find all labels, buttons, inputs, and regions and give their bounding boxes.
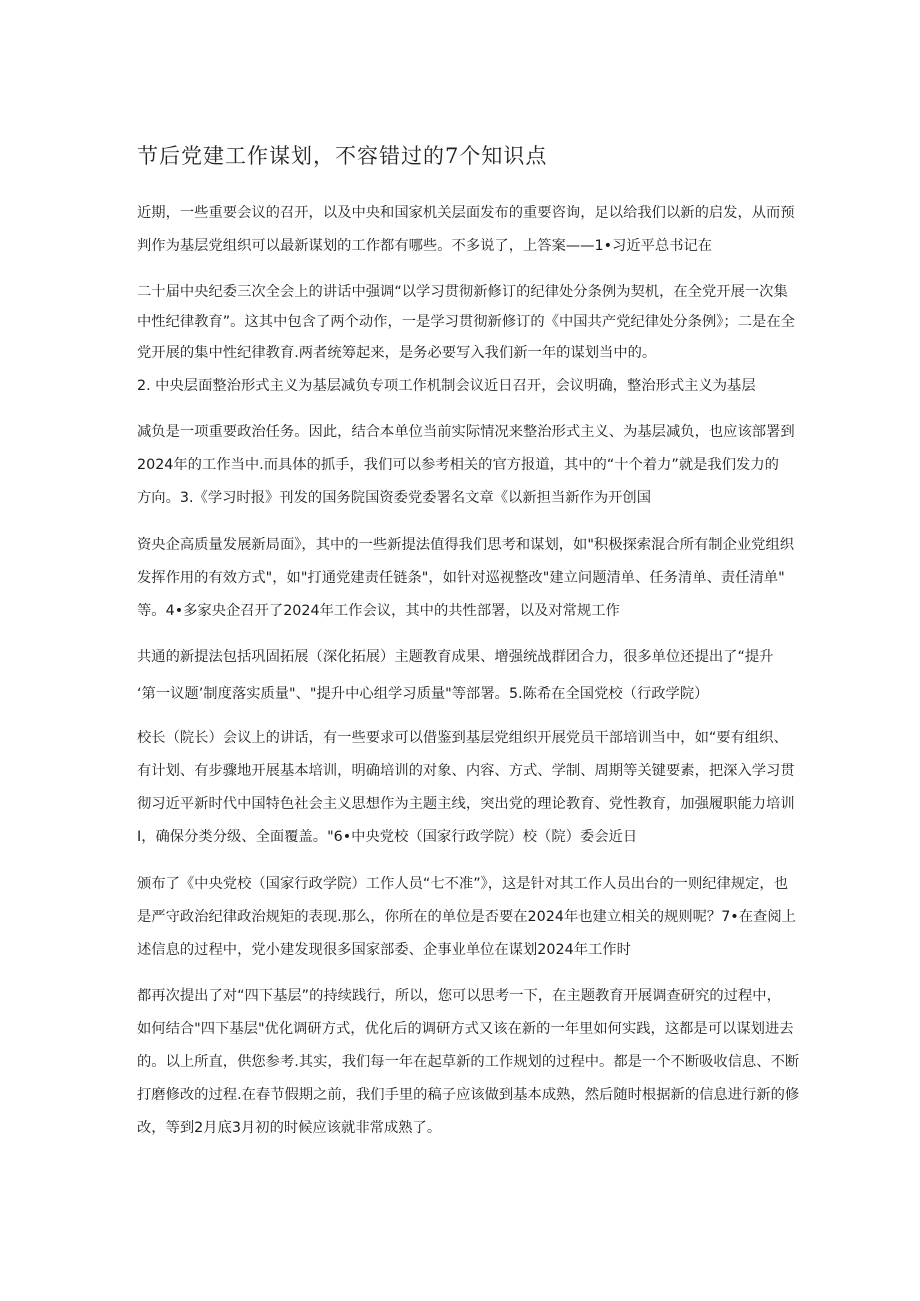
body-line-13: 共通的新提法包括巩固拓展（深化拓展）主题教育成果、增强统战群团合力，很多单位还提出了“提升 [137,649,774,665]
body-line-5: 党开展的集中性纪律教育.两者统筹起来，是务必要写入我们新一年的谋划当中的。 [137,345,657,361]
body-line-18: I，确保分类分级、全面覆盖。"6•中央党校（国家行政学院）校（院）委会近日 [137,829,638,845]
body-line-20: 是严守政治纪律政治规矩的表现.那么，你所在的单位是否要在2024年也建立相关的规则呢？7•在查阅上 [137,909,796,925]
body-line-11: 发挥作用的有效方式"，如"打通党建责任链条"，如针对巡视整改"建立问题清单、任务清单、责任清单" [137,570,785,586]
body-line-9: 方向。3.《学习时报》刊发的国务院国资委党委署名文章《以新担当新作为开创国 [137,490,652,506]
body-line-1: 近期，一些重要会议的召开，以及中央和国家机关层面发布的重要咨询，足以给我们以新的启发，从而预 [137,205,795,221]
document-title: 节后党建工作谋划，不容错过的7个知识点 [137,144,548,168]
body-line-7: 减负是一项重要政治任务。因此，结合本单位当前实际情况来整治形式主义、为基层减负，也应该部署到 [137,424,795,440]
body-line-6: 2. 中央层面整治形式主义为基层减负专项工作机制会议近日召开，会议明确，整治形式主义为基层 [137,378,756,394]
body-line-12: 等。4•多家央企召开了2024年工作会议，其中的共性部署，以及对常规工作 [137,603,620,619]
body-line-24: 的。以上所直，供您参考.其实，我们每一年在起草新的工作规划的过程中。都是一个不断吸收信息、不断 [137,1054,800,1070]
body-line-19: 颁布了《中央党校（国家行政学院）工作人员“七不准”》，这是针对其工作人员出台的一则纪律规定，也 [137,876,789,892]
body-line-21: 述信息的过程中，党小建发现很多国家部委、企事业单位在谋划2024年工作时 [137,942,631,958]
body-line-25: 打磨修改的过程.在春节假期之前，我们手里的稿子应该做到基本成熟，然后随时根据新的信息进行新的修 [137,1087,800,1103]
body-line-4: 中性纪律教育”。这其中包含了两个动作，一是学习贯彻新修订的《中国共产党纪律处分条例》；二是在全 [137,314,795,330]
body-line-10: 资央企高质量发展新局面》，其中的一些新提法值得我们思考和谋划，如"积极探索混合所有制企业党组织 [137,537,795,553]
body-line-8: 2024年的工作当中.而具体的抓手，我们可以参考相关的官方报道，其中的“十个着力”就是我们发力的 [137,457,779,473]
body-line-14: ‘第一议题’制度落实质量"、"提升中心组学习质量"等部署。5.陈希在全国党校（行政学院） [137,686,709,702]
body-line-15: 校长（院长）会议上的讲话，有一些要求可以借鉴到基层党组织开展党员干部培训当中，如“要有组织、 [137,730,788,746]
body-line-17: 彻习近平新时代中国特色社会主义思想作为主题主线，突出党的理论教育、党性教育，加强履职能力培训 [137,796,795,812]
body-line-23: 如何结合"四下基层"优化调研方式，优化后的调研方式又该在新的一年里如何实践，这都是可以谋划进去 [137,1021,794,1037]
body-line-26: 改，等到2月底3月初的时候应该就非常成熟了。 [137,1120,442,1136]
body-line-3: 二十届中央纪委三次全会上的讲话中强调“以学习贯彻新修订的纪律处分条例为契机，在全党开展一次集 [137,284,788,300]
body-line-16: 有计划、有步骤地开展基本培训，明确培训的对象、内容、方式、学制、周期等关键要素，把深入学习贯 [137,763,795,779]
body-line-2: 判作为基层党组织可以最新谋划的工作都有哪些。不多说了，上答案——1•习近平总书记在 [137,238,713,254]
body-line-22: 都再次提出了对“四下基层”的持续践行，所以，您可以思考一下，在主题教育开展调查研究的过程中， [137,988,781,1004]
